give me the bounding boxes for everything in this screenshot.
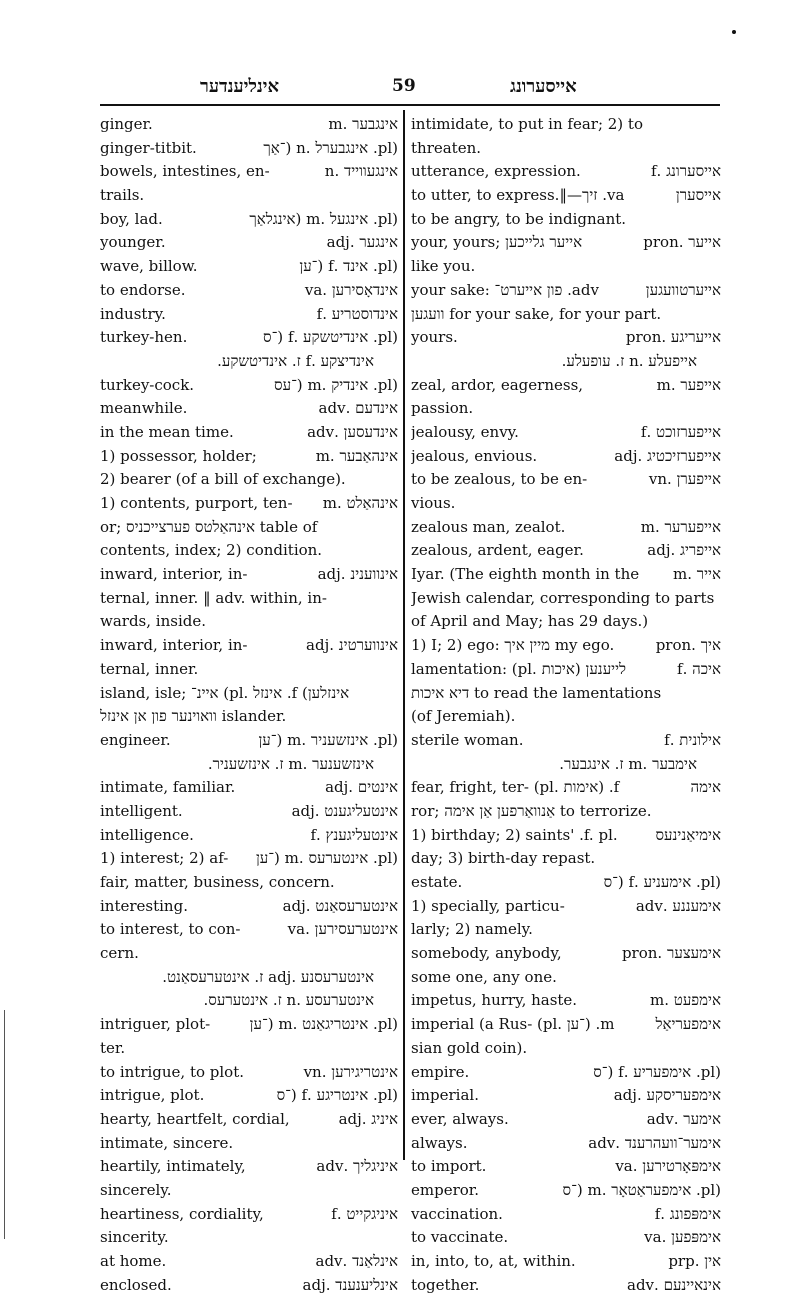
dictionary-line: [100, 871, 398, 895]
yiddish-headword: אימפעריאַל: [655, 1015, 721, 1034]
english-gloss: 1) contents, purport, ten-: [100, 494, 293, 512]
dictionary-line: [411, 516, 721, 540]
english-gloss: vaccination.: [411, 1204, 503, 1223]
dictionary-line: [411, 231, 721, 255]
yiddish-headword: (pl. אינטערעס .m (־ען: [255, 849, 398, 868]
header-right-guide-word: אייסערונג: [510, 76, 577, 97]
dictionary-line: [100, 492, 398, 516]
yiddish-headword: אייפערער .m: [640, 517, 721, 536]
english-gloss: intimate, sincere.: [100, 1133, 234, 1152]
english-gloss: utterance, expression.: [411, 162, 581, 181]
yiddish-headword: אינווענינ .adj: [317, 565, 398, 584]
dictionary-line: [411, 1061, 721, 1085]
dictionary-line: [100, 445, 398, 469]
yiddish-headword: אינטעליגענט .adj: [291, 801, 398, 820]
dictionary-line: [100, 137, 398, 161]
yiddish-headword: (pl. אינגעל .m (אינגלאַך: [249, 209, 398, 228]
dictionary-line: [100, 1084, 398, 1108]
english-gloss: zealous man, zealot.: [411, 517, 566, 536]
yiddish-headword: אימבער .m ז. אינגבער.: [559, 754, 697, 773]
yiddish-headword: אייפער .m: [656, 375, 721, 394]
dictionary-line: [411, 113, 721, 137]
dictionary-line: [411, 350, 721, 374]
english-gloss: estate.: [411, 873, 463, 891]
english-gloss: ternal, inner. ‖ adv. within, in-: [100, 588, 327, 607]
english-gloss: fair, matter, business, concern.: [100, 873, 335, 891]
yiddish-headword: אייפערזוכט .f: [640, 422, 721, 441]
english-gloss: somebody, anybody,: [411, 944, 562, 963]
english-gloss: industry.: [100, 304, 166, 323]
english-gloss: fear, fright, ter- (pl. אימות) .f: [411, 778, 620, 797]
english-gloss: heartiness, cordiality,: [100, 1204, 264, 1223]
yiddish-headword: אינטערעסנע .adj ז. אינטערעסאַנט.: [162, 967, 374, 986]
yiddish-headword: אייפערן .vn: [648, 470, 721, 489]
dictionary-line: [411, 563, 721, 587]
english-gloss: empire.: [411, 1062, 470, 1081]
yiddish-headword: אימיאַנינעס: [655, 825, 721, 844]
yiddish-headword: אייפריג .adj: [647, 541, 721, 560]
yiddish-headword: אייסערן: [675, 186, 721, 205]
english-gloss: intelligent.: [100, 801, 183, 820]
dictionary-line: [411, 729, 721, 753]
dictionary-line: [411, 1084, 721, 1108]
yiddish-headword: אינדאָסירען .va: [304, 280, 398, 299]
yiddish-headword: (pl. אינזשעניר .m (־ען: [258, 730, 398, 749]
dictionary-line: [100, 160, 398, 184]
print-speck: [732, 30, 736, 34]
dictionary-line: [411, 610, 721, 634]
yiddish-headword: אימפּפען .va: [644, 1228, 721, 1247]
dictionary-line: [100, 610, 398, 634]
english-gloss: enclosed.: [100, 1275, 172, 1294]
english-gloss: larly; 2) namely.: [411, 920, 533, 939]
english-gloss: vious.: [411, 494, 456, 512]
english-gloss: turkey-cock.: [100, 375, 195, 394]
dictionary-line: [411, 326, 721, 350]
dictionary-line: [100, 279, 398, 303]
english-gloss: וועגען for your sake, for your part.: [411, 304, 662, 323]
yiddish-headword: אימפעריסקע .adj: [613, 1086, 721, 1105]
yiddish-headword: אימעצער .pron: [621, 944, 721, 963]
dictionary-line: [100, 776, 398, 800]
dictionary-line: [100, 1203, 398, 1227]
english-gloss: 2) bearer (of a bill of exchange).: [100, 470, 346, 489]
english-gloss: ror; אַנוואַרפען אַן אימה to terrorize.: [411, 801, 652, 820]
yiddish-headword: איניגליך .adv: [316, 1157, 398, 1176]
header-left-guide-word: אינליענדער: [200, 76, 279, 97]
english-gloss: younger.: [100, 233, 166, 252]
scan-margin-line: [4, 1010, 5, 1239]
dictionary-line: [411, 658, 721, 682]
dictionary-line: [100, 255, 398, 279]
dictionary-line: [100, 1108, 398, 1132]
yiddish-headword: אינלאַנד .adv: [315, 1252, 398, 1270]
yiddish-headword: (pl. אימעניע .f (־ס: [603, 873, 721, 891]
yiddish-headword: אייפערזיכטיג .adj: [614, 446, 721, 465]
dictionary-line: [411, 1037, 721, 1061]
english-gloss: imperial (a Rus- (pl. ־ען) .m: [411, 1015, 615, 1034]
dictionary-line: [411, 824, 721, 848]
dictionary-line: [100, 1250, 398, 1274]
yiddish-headword: (pl. אינדיק .m (־עס: [274, 375, 398, 394]
dictionary-line: [411, 468, 721, 492]
left-column: [100, 113, 398, 1297]
dictionary-line: [100, 658, 398, 682]
english-gloss: cern.: [100, 944, 139, 963]
dictionary-line: [411, 492, 721, 516]
english-gloss: day; 3) birth-day repast.: [411, 849, 596, 868]
english-gloss: threaten.: [411, 138, 482, 157]
yiddish-headword: אילונית .f: [664, 730, 721, 749]
dictionary-line: [100, 705, 398, 729]
english-gloss: like you.: [411, 257, 476, 276]
dictionary-line: [411, 1203, 721, 1227]
yiddish-headword: (pl. אימפעראַטאָר .m (־ס: [562, 1180, 721, 1199]
english-gloss: to import.: [411, 1157, 487, 1176]
english-gloss: 1) interest; 2) af-: [100, 849, 229, 868]
english-gloss: bowels, intestines, en-: [100, 162, 270, 181]
yiddish-headword: אינגעווייד .n: [324, 162, 398, 181]
yiddish-headword: אינטריגירען .vn: [303, 1062, 398, 1081]
english-gloss: zeal, ardor, eagerness,: [411, 375, 584, 394]
dictionary-line: [100, 397, 398, 421]
dictionary-line: [100, 634, 398, 658]
dictionary-line: [100, 113, 398, 137]
dictionary-line: [100, 729, 398, 753]
yiddish-headword: איכה .f: [677, 659, 721, 678]
dictionary-line: [411, 705, 721, 729]
dictionary-line: [411, 421, 721, 445]
yiddish-headword: אייערטוועגען: [645, 280, 721, 299]
dictionary-line: [100, 374, 398, 398]
english-gloss: heartily, intimately,: [100, 1157, 246, 1176]
dictionary-line: [100, 421, 398, 445]
yiddish-headword: (pl. אינגבערל .n (־אַך: [263, 138, 398, 157]
dictionary-line: [411, 255, 721, 279]
english-gloss: to endorse.: [100, 280, 186, 299]
page-number: 59: [392, 76, 416, 96]
english-gloss: ter.: [100, 1038, 126, 1057]
english-gloss: intrigue, plot.: [100, 1086, 205, 1105]
english-gloss: Jewish calendar, corresponding to parts: [411, 588, 715, 607]
header-rule: [100, 104, 720, 106]
dictionary-line: [411, 1155, 721, 1179]
english-gloss: ever, always.: [411, 1109, 509, 1128]
yiddish-headword: אינהאַבער .m: [315, 446, 398, 465]
dictionary-line: [411, 184, 721, 208]
yiddish-headword: אימער־וועהרענד .adv: [588, 1133, 721, 1152]
english-gloss: intimidate, to put in fear; 2) to: [411, 115, 643, 133]
dictionary-line: [411, 374, 721, 398]
dictionary-line: [411, 1250, 721, 1274]
english-gloss: some one, any one.: [411, 967, 557, 986]
english-gloss: 1) specially, particu-: [411, 896, 565, 915]
dictionary-line: [411, 682, 721, 706]
english-gloss: 1) possessor, holder;: [100, 446, 257, 465]
dictionary-line: [411, 160, 721, 184]
yiddish-headword: אינגער .adj: [326, 233, 398, 252]
dictionary-line: [411, 634, 721, 658]
dictionary-line: [100, 326, 398, 350]
dictionary-line: [411, 1274, 721, 1297]
dictionary-line: [411, 1132, 721, 1156]
yiddish-headword: אינדיצקע .f ז. אינדיטשקע.: [217, 351, 374, 370]
english-gloss: passion.: [411, 399, 474, 418]
english-gloss: at home.: [100, 1252, 167, 1270]
english-gloss: wave, billow.: [100, 257, 198, 276]
dictionary-line: [411, 1179, 721, 1203]
dictionary-line: [411, 753, 721, 777]
english-gloss: trails.: [100, 186, 145, 205]
dictionary-line: [100, 231, 398, 255]
dictionary-line: [100, 1037, 398, 1061]
english-gloss: ternal, inner.: [100, 659, 199, 678]
english-gloss: sterile woman.: [411, 730, 524, 749]
english-gloss: hearty, heartfelt, cordial,: [100, 1109, 290, 1128]
dictionary-line: [411, 847, 721, 871]
dictionary-line: [411, 587, 721, 611]
yiddish-headword: (pl. אינדיטשקע .f (־ס: [263, 328, 398, 347]
yiddish-headword: אינווערטינ .adj: [306, 636, 398, 655]
yiddish-headword: אימפעט .m: [649, 991, 721, 1010]
yiddish-headword: (pl. אינטריגאַנט .m (־ען: [249, 1015, 398, 1034]
english-gloss: wards, inside.: [100, 612, 206, 631]
english-gloss: together.: [411, 1275, 480, 1294]
dictionary-line: [100, 942, 398, 966]
english-gloss: your, yours; אייער גלייכען: [411, 233, 583, 252]
dictionary-line: [100, 303, 398, 327]
right-column: [411, 113, 721, 1297]
yiddish-headword: אייר .m: [672, 565, 721, 584]
dictionary-line: [411, 942, 721, 966]
english-gloss: דיא איכות to read the lamentations: [411, 683, 662, 702]
english-gloss: your sake: פון אייערט־ .adv: [411, 280, 599, 299]
dictionary-line: [100, 682, 398, 706]
dictionary-line: [411, 800, 721, 824]
yiddish-headword: אינאיינעם .adv: [627, 1275, 721, 1294]
english-gloss: contents, index; 2) condition.: [100, 541, 323, 560]
dictionary-line: [100, 895, 398, 919]
dictionary-line: [100, 1274, 398, 1297]
yiddish-headword: אינהאַלט .m: [322, 494, 398, 512]
dictionary-line: [411, 539, 721, 563]
yiddish-headword: איניגקייט .f: [331, 1204, 398, 1223]
dictionary-line: [100, 350, 398, 374]
english-gloss: (of Jeremiah).: [411, 707, 516, 726]
english-gloss: to be angry, to be indignant.: [411, 209, 627, 228]
english-gloss: interesting.: [100, 896, 188, 915]
yiddish-headword: אינטעליגענץ .f: [310, 825, 398, 844]
english-gloss: intelligence.: [100, 825, 194, 844]
column-divider: [403, 110, 405, 1160]
dictionary-line: [100, 966, 398, 990]
english-gloss: jealous, envious.: [411, 446, 538, 465]
yiddish-headword: אייפעלע .n ז. עופעלע.: [561, 351, 697, 370]
english-gloss: of April and May; has 29 days.): [411, 612, 649, 631]
dictionary-line: [411, 966, 721, 990]
yiddish-headword: אימפּאָרטירען .va: [615, 1157, 721, 1176]
english-gloss: sincerely.: [100, 1180, 172, 1199]
english-gloss: 1) birthday; 2) saints' .f. pl.: [411, 825, 618, 844]
dictionary-line: [411, 137, 721, 161]
dictionary-line: [411, 989, 721, 1013]
yiddish-headword: אימער .adv: [646, 1109, 721, 1128]
dictionary-line: [100, 468, 398, 492]
english-gloss: in the mean time.: [100, 422, 234, 441]
english-gloss: in, into, to, at, within.: [411, 1252, 576, 1270]
english-gloss: Iyar. (The eighth month in the: [411, 565, 640, 584]
dictionary-line: [100, 587, 398, 611]
yiddish-headword: (pl. אינד .f (־ען: [299, 257, 398, 276]
dictionary-line: [411, 208, 721, 232]
yiddish-headword: אינטערעסאַנט .adj: [282, 896, 398, 915]
page-header: [100, 76, 720, 104]
dictionary-line: [100, 1061, 398, 1085]
english-gloss: turkey-hen.: [100, 328, 188, 347]
english-gloss: inward, interior, in-: [100, 636, 248, 655]
dictionary-line: [411, 776, 721, 800]
english-gloss: jealousy, envy.: [411, 422, 519, 441]
dictionary-line: [411, 1108, 721, 1132]
dictionary-line: [411, 871, 721, 895]
yiddish-headword: אינדוסטריע .f: [316, 304, 398, 323]
english-gloss: or; אינהאַלטס פערצייכניס table of: [100, 517, 318, 536]
english-gloss: 1) I; 2) ego: מיין איך my ego.: [411, 636, 615, 655]
dictionary-line: [100, 208, 398, 232]
dictionary-line: [100, 1226, 398, 1250]
english-gloss: emperor.: [411, 1180, 480, 1199]
yiddish-headword: (pl. אינטריגע .f (־ס: [276, 1086, 398, 1105]
english-gloss: ginger.: [100, 115, 153, 133]
dictionary-line: [100, 824, 398, 848]
yiddish-headword: אינדעם .adv: [318, 399, 398, 418]
english-gloss: zealous, ardent, eager.: [411, 541, 584, 560]
yiddish-headword: אינדעסען .adv: [307, 422, 398, 441]
dictionary-line: [411, 895, 721, 919]
english-gloss: engineer.: [100, 730, 171, 749]
yiddish-headword: איניג .adj: [338, 1109, 398, 1128]
yiddish-headword: אינטערעסע .n ז. אינטערעס.: [203, 991, 374, 1010]
english-gloss: to intrigue, to plot.: [100, 1062, 245, 1081]
english-gloss: island, isle; איינ־ (pl. אינזל .f (אינזלען: [100, 683, 350, 702]
dictionary-line: [100, 989, 398, 1013]
english-gloss: to be zealous, to be en-: [411, 470, 588, 489]
yiddish-headword: אייער .pron: [643, 233, 721, 252]
dictionary-line: [100, 539, 398, 563]
dictionary-line: [411, 1226, 721, 1250]
yiddish-headword: איך .pron: [655, 636, 721, 655]
english-gloss: inward, interior, in-: [100, 565, 248, 584]
english-gloss: to utter, to express.‖—זיך .va: [411, 186, 625, 205]
english-gloss: boy, lad.: [100, 209, 163, 228]
english-gloss: lamentation: (pl. איכות) לייענען: [411, 659, 627, 678]
dictionary-line: [100, 918, 398, 942]
yiddish-headword: אינליענענד .adj: [302, 1275, 398, 1294]
english-gloss: imperial.: [411, 1086, 479, 1105]
english-gloss: to interest, to con-: [100, 920, 241, 939]
yiddish-headword: אימה: [690, 778, 721, 797]
dictionary-line: [411, 397, 721, 421]
dictionary-line: [100, 563, 398, 587]
english-gloss: meanwhile.: [100, 399, 188, 418]
dictionary-line: [411, 279, 721, 303]
english-gloss: to vaccinate.: [411, 1228, 509, 1247]
yiddish-headword: אימעננע .adv: [635, 896, 721, 915]
dictionary-line: [411, 445, 721, 469]
yiddish-headword: אייעריגע .pron: [625, 328, 721, 347]
dictionary-line: [411, 1013, 721, 1037]
yiddish-headword: אינטערעסירען .va: [287, 920, 398, 939]
yiddish-headword: אימפּפונג .f: [654, 1204, 721, 1223]
yiddish-headword: אינגבער .m: [328, 115, 398, 133]
english-gloss: intimate, familiar.: [100, 778, 236, 797]
dictionary-line: [100, 516, 398, 540]
dictionary-line: [100, 1179, 398, 1203]
yiddish-headword: אייסערונג .f: [650, 162, 721, 181]
dictionary-line: [100, 1013, 398, 1037]
dictionary-line: [100, 1155, 398, 1179]
yiddish-headword: אין .prp: [668, 1252, 721, 1270]
english-gloss: yours.: [411, 328, 458, 347]
yiddish-headword: (pl. אימפעריע .f (־ס: [593, 1062, 721, 1081]
english-gloss: וואוינער פון אן אינזל islander.: [100, 707, 287, 726]
english-gloss: ginger-titbit.: [100, 138, 197, 157]
english-gloss: always.: [411, 1133, 468, 1152]
english-gloss: sian gold coin).: [411, 1038, 528, 1057]
dictionary-line: [411, 918, 721, 942]
yiddish-headword: אינזשענער .m ז. אינזשעניר.: [207, 754, 374, 773]
english-gloss: intriguer, plot-: [100, 1015, 211, 1034]
dictionary-line: [100, 184, 398, 208]
yiddish-headword: אינטים .adj: [325, 778, 398, 797]
dictionary-line: [100, 800, 398, 824]
dictionary-line: [411, 303, 721, 327]
english-gloss: sincerity.: [100, 1228, 169, 1247]
english-gloss: impetus, hurry, haste.: [411, 991, 578, 1010]
dictionary-line: [100, 753, 398, 777]
dictionary-line: [100, 847, 398, 871]
dictionary-line: [100, 1132, 398, 1156]
